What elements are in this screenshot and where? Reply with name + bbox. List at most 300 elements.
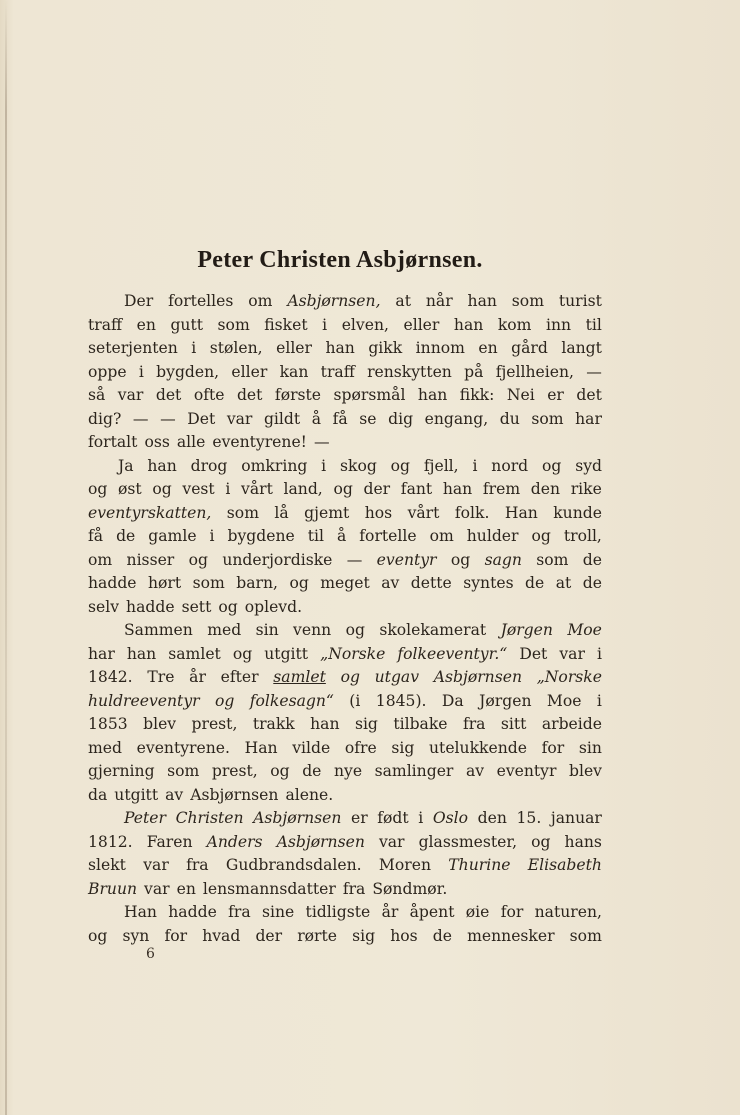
word: Asbjørnsen [433,668,522,686]
word: den [477,809,507,827]
word: oplevd. [244,597,303,616]
word: hos [364,503,393,522]
page-number: 6 [146,946,155,962]
word: eller [403,315,440,334]
word: spørsmål [333,386,406,404]
word: vårt [407,503,440,522]
word: var [378,832,405,851]
word: lensmannsdatter [202,879,336,898]
word: innom [415,339,465,357]
word: — [313,433,330,451]
word: eventyrskatten, [88,503,212,522]
word: vårt [241,480,273,498]
word: skolekamerat [379,621,487,639]
word: i [322,315,328,334]
text-line [88,925,602,949]
word: de [432,926,452,945]
text-line [88,384,602,408]
word: til [307,527,325,545]
word: de [582,550,602,569]
word: fjellheien, [495,362,574,381]
word: Oslo [432,809,469,827]
text-line [88,854,602,878]
text-line [88,901,602,925]
word: dig? [88,409,122,428]
word: fra [462,715,486,733]
word: sin [578,738,602,757]
word: barn, [236,574,278,592]
text-line [88,572,602,596]
word: om [248,292,273,310]
text-line [88,713,602,737]
word: gutt [170,315,204,334]
word: 1842. [88,668,133,686]
word: selv [88,597,120,616]
word: at [395,292,411,310]
word: som [536,550,569,569]
text-line [88,737,602,761]
word: oppe [88,362,127,381]
word: kom [497,315,532,334]
word: renskytten [367,362,452,381]
word: glassmester, [418,832,518,851]
word: sine [261,903,295,921]
word: å [337,527,347,545]
word: født [377,809,409,827]
word: de [525,574,545,592]
word: gjemt [304,503,350,522]
word: det [576,386,602,404]
word: rørte [297,926,338,945]
word: det [155,386,182,404]
word: gikk [368,339,403,357]
text-line [88,549,602,573]
word: han [126,644,157,663]
text-line [88,596,602,620]
word: Jørgen [500,621,553,639]
word: alene. [285,785,334,804]
page-edge-shadow [5,0,7,1115]
word: „Norske [320,644,386,663]
word: fortalt [88,433,138,451]
word: fra [228,903,251,921]
word: Moe [567,621,602,639]
word: med [207,621,242,639]
word: å [311,409,322,428]
word: at [555,574,572,592]
word: Christen [175,809,244,827]
word: i [418,809,424,827]
word: av [381,574,400,592]
word: der [363,480,391,498]
word: var [226,409,253,428]
word: den [530,480,561,498]
word: engang, [424,409,489,428]
word: de [582,574,602,592]
word: folk. [454,503,490,522]
word: Han [504,503,538,522]
word: vilde [292,738,331,757]
word: Thurine [448,856,511,874]
word: øie [465,903,490,921]
word: er [350,809,368,827]
word: som [192,574,225,592]
text-line [88,478,602,502]
text-line [88,878,602,902]
text-line [88,525,602,549]
text-line [88,666,602,690]
body-text [88,290,602,948]
word: som [217,315,250,334]
word: blev [568,762,602,780]
word: nisser [126,550,175,569]
word: blev [143,715,177,733]
word: og [340,668,360,686]
word: sett [181,597,212,616]
word: eller [276,339,312,357]
word: hans [564,832,602,851]
word: det [236,386,263,404]
word: med [88,738,122,757]
word: bygden, [156,362,220,381]
word: arbeide [541,715,602,733]
word: eventyrene! [212,433,307,451]
word: for [541,738,565,757]
word: folkesagn“ [249,691,334,710]
word: Da [441,691,464,710]
word: Tre [147,668,175,686]
word: sig [352,926,376,945]
word: i [472,456,478,475]
word: Faren [146,832,193,851]
word: ofre [344,738,377,757]
word: første [274,386,322,404]
word: samlinger [374,762,454,780]
word: dig [388,409,414,428]
text-line [88,760,602,784]
word: — [160,409,176,428]
word: fortelles [168,292,234,310]
word: hadde [126,597,175,616]
word: eventyr [376,550,437,569]
word: nord [491,456,529,475]
word: og [88,926,108,945]
word: på [464,362,484,381]
word: ofte [193,386,225,404]
text-line [88,643,602,667]
word: og [345,621,365,639]
word: fortelle [359,527,417,545]
word: og [188,550,208,569]
word: hulder [466,527,519,545]
word: utelukkende [429,738,527,757]
word: venn [293,621,332,639]
word: tidligste [305,903,371,921]
word: i [138,362,144,381]
word: var [143,856,169,874]
word: gamle [148,527,197,545]
word: skog [340,456,377,475]
word: der [255,926,283,945]
word: og [450,550,471,569]
word: folkeeventyr.“ [397,644,508,663]
word: og [214,691,235,710]
word: bygdene [227,527,295,545]
word: hadde [88,574,137,592]
word: se [359,409,377,428]
text-line [88,290,602,314]
word: samlet [168,644,221,663]
word: fant [400,480,433,498]
word: Elisabeth [527,856,602,874]
word: og [390,456,411,475]
word: hvad [202,926,241,945]
word: turist [558,292,602,310]
word: langt [561,339,602,357]
word: i [596,644,602,663]
word: eventyrene. [136,738,230,757]
word: Anders [206,832,263,851]
word: Ja [118,456,134,475]
text-line [88,831,602,855]
word: eller [231,362,268,381]
word: Asbjørnsen [276,832,365,851]
word: som [167,762,200,780]
word: gildt [263,409,301,428]
word: kunde [553,503,602,522]
word: januar [550,809,602,827]
word: inn [545,315,572,334]
word: fisket [264,315,308,334]
word: seterjenten [88,339,178,357]
word: syd [575,456,602,475]
word: Nei [506,386,535,404]
word: 1845). [375,691,427,710]
text-line [88,807,602,831]
word: syntes [463,574,514,592]
word: i [209,527,215,545]
word: hadde [168,903,217,921]
word: Det [187,409,216,428]
word: har [575,409,602,428]
word: gård [511,339,548,357]
word: du [499,409,520,428]
word: „Norske [536,668,602,686]
word: sin [255,621,279,639]
word: de [302,762,322,780]
word: få [88,527,104,545]
word: Han [244,738,278,757]
word: Peter [124,809,166,827]
word: sig [354,715,378,733]
word: få [332,409,348,428]
word: Søndmør. [372,879,448,898]
text-line [88,431,602,455]
text-line [88,337,602,361]
word: av [165,785,184,804]
word: prest, [211,762,258,780]
word: en [136,315,156,334]
word: hørt [148,574,182,592]
word: fjell, [423,456,459,475]
word: mennesker [467,926,555,945]
word: for [164,926,188,945]
text-line [88,502,602,526]
word: eventyr [496,762,557,780]
word: Han [124,903,157,921]
word: sig [391,738,415,757]
word: og [333,480,353,498]
text-line [88,455,602,479]
word: efter [220,668,259,686]
text-line [88,784,602,808]
word: trakk [252,715,295,733]
word: som [511,292,544,310]
word: om [88,550,113,569]
word: huldreeventyr [88,691,200,710]
word: Jørgen [479,691,532,710]
word: og [270,762,290,780]
word: om [429,527,454,545]
word: — [586,362,602,381]
word: han [310,715,340,733]
word: nye [333,762,363,780]
word: slekt [88,856,126,874]
word: omkring [241,456,308,475]
word: og [531,527,551,545]
word: i [225,480,231,498]
word: underjordiske [222,550,333,569]
word: er [547,386,564,404]
word: elven, [341,315,389,334]
word: traff [320,362,355,381]
word: 1812. [88,832,133,851]
chapter-title: Peter Christen Asbjørnsen. [197,247,483,273]
word: vest [182,480,215,498]
word: da [88,785,108,804]
word: (i [349,691,361,710]
word: Sammen [124,621,193,639]
word: en [478,339,498,357]
word: Asbjørnsen [190,785,279,804]
word: har [88,644,115,663]
word: stølen, [209,339,263,357]
word: når [425,292,453,310]
word: og [531,832,551,851]
word: av [465,762,485,780]
word: utgitt [114,785,159,804]
word: og [232,644,253,663]
word: til [585,315,602,334]
word: så [88,386,106,404]
word: åpent [409,903,455,921]
word: sitt [500,715,527,733]
word: drog [190,456,228,475]
word: i [191,339,197,357]
word: var [117,386,144,404]
word: samlet [273,668,326,686]
word: og [289,574,309,592]
word: han [467,292,497,310]
word: Det [519,644,548,663]
word: som [226,503,259,522]
word: var [559,644,585,663]
word: for [500,903,524,921]
word: Moe [546,691,582,710]
word: de [116,527,136,545]
text-line [88,619,602,643]
word: som [569,926,602,945]
word: sagn [484,550,522,569]
word: år [189,668,206,686]
word: gjerning [88,762,155,780]
word: prest, [191,715,238,733]
word: meget [320,574,370,592]
word: Der [124,292,154,310]
word: 15. [516,809,542,827]
word: utgav [374,668,420,686]
text-line [88,690,602,714]
word: — [346,550,363,569]
word: han [325,339,355,357]
word: naturen, [534,903,602,921]
word: traff [88,315,123,334]
word: Asbjørnsen, [287,292,381,310]
text-line [88,314,602,338]
word: i [321,456,327,475]
word: hos [390,926,418,945]
text-line [88,408,602,432]
word: Asbjørnsen [253,809,342,827]
word: kan [279,362,309,381]
word: og [88,480,108,498]
word: han [442,480,473,498]
word: rike [570,480,602,498]
word: en [176,879,196,898]
word: troll, [563,527,602,545]
word: i [596,691,602,710]
word: syn [122,926,150,945]
word: øst [118,480,142,498]
word: oss [144,433,170,451]
word: fikk: [459,386,495,404]
word: Bruun [88,879,138,898]
word: lå [274,503,289,522]
word: land, [283,480,323,498]
word: frem [482,480,521,498]
word: 1853 [88,715,128,733]
word: alle [176,433,206,451]
word: var [144,879,170,898]
word: utgitt [264,644,309,663]
word: fra [342,879,366,898]
text-line [88,361,602,385]
word: han [417,386,448,404]
word: han [147,456,177,475]
word: Gudbrandsdalen. [225,856,362,874]
word: dette [410,574,452,592]
word: og [542,456,562,475]
word: han [453,315,484,334]
word: som [531,409,564,428]
word: og [152,480,172,498]
word: år [381,903,399,921]
word: Moren [378,856,431,874]
word: tilbake [393,715,448,733]
word: og [218,597,238,616]
word: fra [186,856,209,874]
word: — [132,409,149,428]
